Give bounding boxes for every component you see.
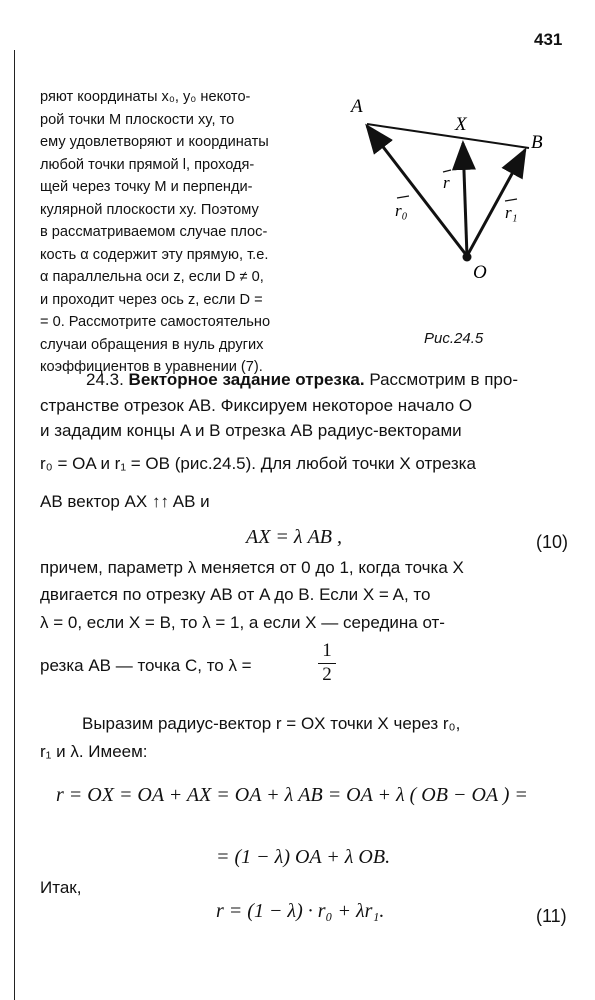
page-number: 431 <box>534 30 563 49</box>
origin-point <box>463 253 472 262</box>
text-line: кулярной плоскости xy. Поэтому <box>40 201 259 218</box>
text-line: рой точки M плоскости xy, то <box>40 111 235 128</box>
section-line: AB вектор AX ↑↑ AB и <box>40 492 210 511</box>
text-line: α параллельна оси z, если D ≠ 0, <box>40 269 264 285</box>
text-line: коэффициентов в уравнении (7). <box>40 359 263 375</box>
text-line: двигается по отрезку AB от A до B. Если X = A, то <box>40 585 431 604</box>
section-text: Рассмотрим в про- <box>369 370 518 389</box>
text-line: любой точки прямой l, проходя- <box>40 156 255 173</box>
fraction-denominator: 2 <box>318 663 336 686</box>
fraction-half <box>318 640 336 686</box>
margin-rule <box>14 50 15 1000</box>
label-r0: r₀ <box>395 201 408 220</box>
arrow-mark <box>397 196 409 198</box>
derivation-equation-cont: = (1 − λ) OA + λ OB. <box>216 846 391 868</box>
fraction-numerator: 1 <box>322 640 332 661</box>
arrow-mark <box>505 199 517 201</box>
equation-10: AX = λ AB , <box>246 526 343 548</box>
section-number: 24.3. <box>86 370 124 389</box>
label-r: r <box>443 173 450 192</box>
text-line: кость α содержит эту прямую, т.е. <box>40 246 269 263</box>
vector-oa <box>367 126 467 256</box>
text-line: ему удовлетворяют и координаты <box>40 134 269 150</box>
text-line: λ = 0, если X = B, то λ = 1, а если X — середина от- <box>40 613 445 632</box>
left-column-text <box>40 86 335 379</box>
derivation-equation: r = OX = OA + AX = OA + λ AB = OA + λ ( OB − OA ) = <box>56 784 528 806</box>
text-line: Выразим радиус-вектор r = OX точки X через r₀, <box>82 714 461 733</box>
text-line: случаи обращения в нуль других <box>40 336 264 353</box>
section-title: Векторное задание отрезка. <box>128 370 365 389</box>
section-heading-line <box>40 368 576 392</box>
label-o: O <box>473 262 487 283</box>
text-line: ряют координаты x₀, y₀ некото- <box>40 89 251 105</box>
section-line: и зададим концы A и B отрезка AB радиус-векторами <box>40 421 462 440</box>
figure-caption: Рис.24.5 <box>424 330 484 347</box>
label-b: B <box>531 132 543 153</box>
vector-ox <box>463 143 467 256</box>
equation-11: r = (1 − λ) · r₀ + λr₁. <box>216 900 385 922</box>
text-line: и проходит через ось z, если D = <box>40 291 263 308</box>
text-line: r₁ и λ. Имеем: <box>40 742 148 761</box>
arrow-mark <box>443 170 451 172</box>
equation-10-number: (10) <box>536 532 569 552</box>
section-line: странстве отрезок AB. Фиксируем некоторое начало O <box>40 396 473 415</box>
equation-11-number: (11) <box>536 906 567 926</box>
text-line: Итак, <box>40 878 82 897</box>
label-x: X <box>455 114 467 135</box>
text-line: = 0. Рассмотрите самостоятельно <box>40 314 271 330</box>
segment-ab <box>367 124 529 148</box>
vector-figure <box>345 88 565 298</box>
text-line: причем, параметр λ меняется от 0 до 1, когда точка X <box>40 558 464 577</box>
section-line: r₀ = OA и r₁ = OB (рис.24.5). Для любой точки X отрезка <box>40 454 476 473</box>
text-line: щей через точку M и перпенди- <box>40 179 253 195</box>
label-r1: r₁ <box>505 203 518 222</box>
text-line: в рассматриваемом случае плос- <box>40 224 268 240</box>
label-a: A <box>351 96 363 117</box>
text-line: резка AB — точка C, то λ = <box>40 656 252 675</box>
